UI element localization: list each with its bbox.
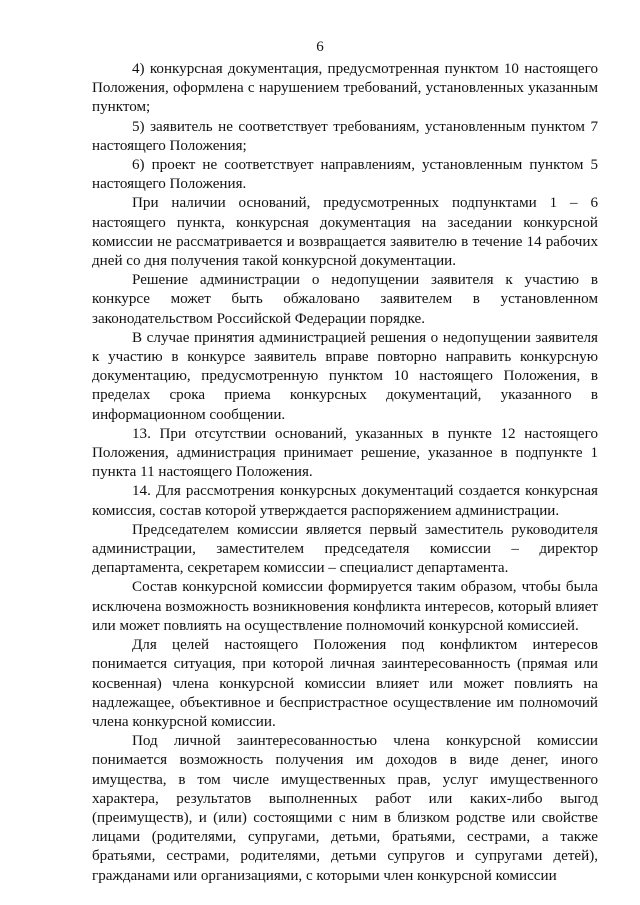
paragraph-personal-interest: Под личной заинтересованностью члена конкурсной комиссии понимается возможность получения им доходов в виде денег, иного имущества, в том числе имущественных прав, услуг имущественного характера, результатов выполненных работ или каких-либо выгод (преимуществ), и (или) состоящими с ним в близком родстве или свойстве лицами (родителями, супругами, детьми, братьями, сестрами, а также братьями, сестрами, родителями, детьми супругов и супругами детей), гражданами или организациями, с которыми член конкурсной комиссии: [92, 733, 598, 884]
paragraph-item-6: 6) проект не соответствует направлениям, установленным пунктом 5 настоящего Положения.: [92, 157, 598, 193]
document-body: [92, 60, 598, 886]
paragraph-appeal: Решение администрации о недопущении заявителя к участию в конкурсе может быть обжаловано заявителем в установленном законодательством Российской Федерации порядке.: [92, 272, 598, 327]
paragraph-clause-13: 13. При отсутствии оснований, указанных в пункте 12 настоящего Положения, администрация принимает решение, указанное в подпункте 1 пункта 11 настоящего Положения.: [92, 425, 598, 481]
paragraph-item-5: 5) заявитель не соответствует требованиям, установленным пунктом 7 настоящего Положения;: [92, 118, 598, 154]
paragraph-conflict-definition: Для целей настоящего Положения под конфликтом интересов понимается ситуация, при которой личная заинтересованность (прямая или косвенная) члена конкурсной комиссии влияет или может повлиять на надлежащее, объективное и беспристрастное осуществление им полномочий члена конкурсной комиссии.: [92, 637, 598, 730]
page-number: 6: [316, 39, 324, 55]
paragraph-grounds-note: При наличии оснований, предусмотренных подпунктами 1 – 6 настоящего пункта, конкурсная документация на заседании конкурсной комиссии не рассматривается и возвращается заявителю в течение 14 рабочих дней со дня получения такой конкурсной документации.: [92, 195, 598, 270]
paragraph-clause-14: 14. Для рассмотрения конкурсных документаций создается конкурсная комиссия, состав которой утверждается распоряжением администрации.: [92, 483, 598, 519]
paragraph-resubmission: В случае принятия администрацией решения о недопущении заявителя к участию в конкурсе заявитель вправе повторно направить конкурсную документацию, предусмотренную пунктом 10 настоящего Положения, в пределах срока приема конкурсных документаций, указанного в информационном сообщении.: [92, 329, 598, 423]
paragraph-item-4: 4) конкурсная документация, предусмотренная пунктом 10 настоящего Положения, оформлена с нарушением требований, установленных указанным пунктом;: [92, 61, 598, 116]
paragraph-composition: Состав конкурсной комиссии формируется таким образом, чтобы была исключена возможность возникновения конфликта интересов, который влияет или может повлиять на осуществление полномочий конкурсной комиссией.: [92, 579, 598, 634]
paragraph-chairman: Председателем комиссии является первый заместитель руководителя администрации, заместителем председателя комиссии – директор департамента, секретарем комиссии – специалист департамента.: [92, 521, 598, 577]
